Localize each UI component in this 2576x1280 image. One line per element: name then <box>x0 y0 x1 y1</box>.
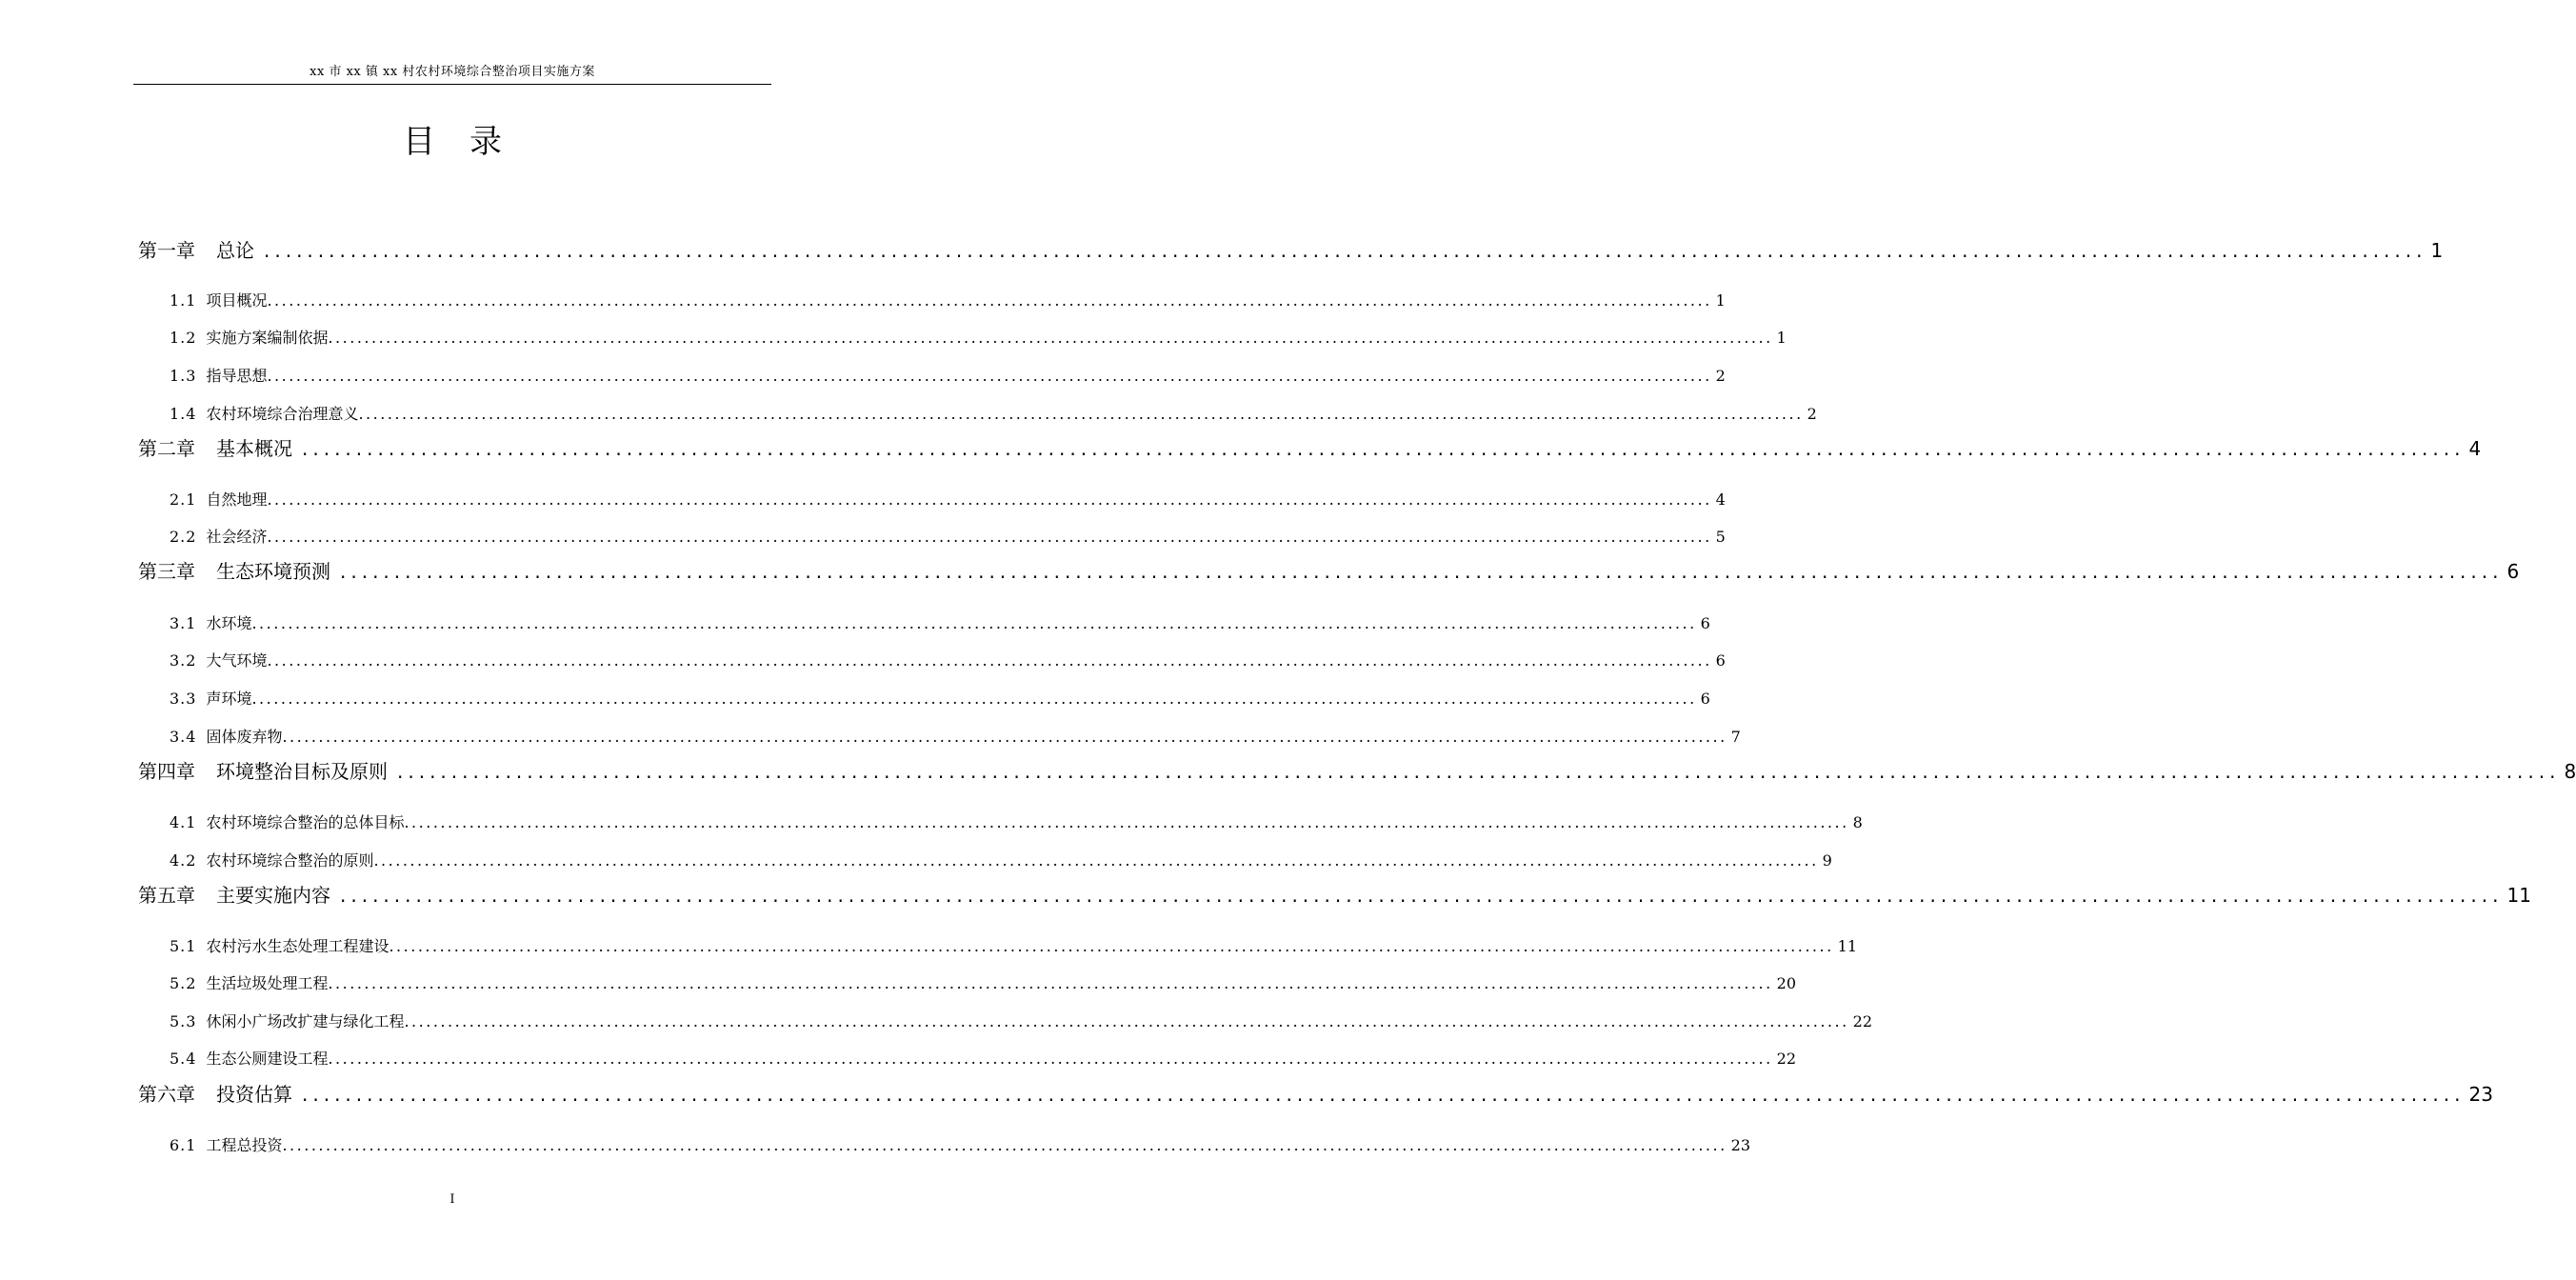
toc-section-entry[interactable] <box>170 490 1726 510</box>
toc-entry-title: 水环境 <box>206 614 252 632</box>
toc-entry-number: 1.2 <box>170 329 197 347</box>
toc-leader-dots: ........................................................................................................................................................................................................ <box>340 884 2504 907</box>
toc-section-entry[interactable] <box>170 366 1726 387</box>
toc-entry-title: 环境整治目标及原则 <box>216 760 388 783</box>
toc-entry-number: 3.3 <box>170 690 197 708</box>
toc-entry-title: 生活垃圾处理工程 <box>206 974 329 992</box>
toc-leader-dots: ........................................................................................................................................................................................................ <box>302 1083 2466 1106</box>
toc-chapter-entry[interactable] <box>138 883 2531 908</box>
toc-entry-title: 总论 <box>216 239 254 262</box>
toc-entry-title: 主要实施内容 <box>216 884 330 907</box>
toc-entry-number: 3.4 <box>170 728 197 746</box>
toc-leader-dots: ........................................................................................................................................................................................................ <box>267 291 1712 310</box>
toc-chapter-entry[interactable] <box>138 759 2576 784</box>
toc-entry-page: 4 <box>2468 437 2482 460</box>
toc-leader-dots: ........................................................................................................................................................................................................ <box>302 437 2466 460</box>
toc-leader-dots: ........................................................................................................................................................................................................ <box>404 1012 1849 1030</box>
toc-leader-dots: ........................................................................................................................................................................................................ <box>267 490 1712 509</box>
toc-chapter-entry[interactable] <box>138 436 2482 461</box>
toc-section-entry[interactable] <box>170 527 1726 548</box>
toc-entry-number: 4.1 <box>170 813 197 831</box>
toc-entry-title: 项目概况 <box>206 291 268 310</box>
toc-entry-page: 2 <box>1715 367 1726 385</box>
toc-leader-dots: ........................................................................................................................................................................................................ <box>373 851 1819 870</box>
toc-entry-number: 第一章 <box>138 239 195 262</box>
toc-entry-number: 5.1 <box>170 937 197 955</box>
toc-section-entry[interactable] <box>170 650 1726 671</box>
toc-entry-page: 1 <box>1715 291 1726 310</box>
toc-entry-number: 4.2 <box>170 851 197 870</box>
toc-section-entry[interactable] <box>170 1135 1751 1156</box>
toc-section-entry[interactable] <box>170 613 1710 634</box>
toc-entry-title: 休闲小广场改扩建与绿化工程 <box>206 1012 405 1030</box>
toc-section-entry[interactable] <box>170 936 1858 957</box>
toc-entry-page: 9 <box>1822 851 1832 870</box>
toc-entry-title: 农村环境综合整治的总体目标 <box>206 813 405 831</box>
toc-entry-number: 1.3 <box>170 367 197 385</box>
toc-leader-dots: ........................................................................................................................................................................................................ <box>267 651 1712 670</box>
toc-leader-dots: ........................................................................................................................................................................................................ <box>267 367 1712 385</box>
toc-entry-page: 23 <box>2468 1083 2493 1106</box>
toc-entry-title: 农村环境综合整治的原则 <box>206 851 374 870</box>
toc-leader-dots: ........................................................................................................................................................................................................ <box>340 560 2504 583</box>
toc-entry-number: 1.1 <box>170 291 197 310</box>
toc-section-entry[interactable] <box>170 1049 1797 1070</box>
toc-entry-number: 第六章 <box>138 1083 195 1106</box>
toc-chapter-entry[interactable] <box>138 1082 2493 1107</box>
toc-section-entry[interactable] <box>170 689 1710 710</box>
toc-entry-page: 5 <box>1715 528 1726 546</box>
toc-leader-dots: ........................................................................................................................................................................................................ <box>264 239 2427 262</box>
toc-entry-number: 第五章 <box>138 884 195 907</box>
toc-entry-page: 8 <box>1852 813 1863 831</box>
toc-section-entry[interactable] <box>170 404 1817 425</box>
toc-entry-number: 1.4 <box>170 405 197 423</box>
toc-section-entry[interactable] <box>170 727 1741 748</box>
toc-leader-dots: ........................................................................................................................................................................................................ <box>267 528 1712 546</box>
toc-chapter-entry[interactable] <box>138 559 2520 584</box>
toc-entry-title: 声环境 <box>206 690 252 708</box>
toc-entry-number: 第三章 <box>138 560 195 583</box>
toc-entry-title: 基本概况 <box>216 437 292 460</box>
toc-entry-page: 22 <box>1852 1012 1873 1030</box>
toc-section-entry[interactable] <box>170 1011 1873 1032</box>
toc-entry-number: 2.1 <box>170 490 197 509</box>
toc-entry-page: 6 <box>1700 690 1710 708</box>
toc-entry-title: 实施方案编制依据 <box>206 329 329 347</box>
page-number: I <box>449 1192 455 1207</box>
toc-entry-page: 8 <box>2564 760 2576 783</box>
toc-entry-page: 7 <box>1730 728 1741 746</box>
toc-section-entry[interactable] <box>170 973 1797 994</box>
toc-entry-page: 23 <box>1730 1136 1751 1154</box>
page-title: 目录 <box>403 123 536 161</box>
toc-entry-title: 指导思想 <box>206 367 268 385</box>
toc-entry-title: 自然地理 <box>206 490 268 509</box>
toc-leader-dots: ........................................................................................................................................................................................................ <box>328 1050 1773 1068</box>
toc-entry-page: 2 <box>1807 405 1817 423</box>
toc-section-entry[interactable] <box>170 290 1726 311</box>
toc-entry-title: 工程总投资 <box>206 1136 283 1154</box>
toc-entry-number: 5.3 <box>170 1012 197 1030</box>
toc-entry-page: 22 <box>1776 1050 1797 1068</box>
toc-section-entry[interactable] <box>170 328 1787 349</box>
toc-entry-page: 20 <box>1776 974 1797 992</box>
toc-section-entry[interactable] <box>170 850 1832 871</box>
toc-entry-title: 固体废弃物 <box>206 728 283 746</box>
toc-entry-number: 5.2 <box>170 974 197 992</box>
toc-entry-page: 11 <box>2506 884 2531 907</box>
toc-entry-page: 1 <box>2430 239 2444 262</box>
toc-entry-page: 4 <box>1715 490 1726 509</box>
toc-leader-dots: ........................................................................................................................................................................................................ <box>282 728 1727 746</box>
toc-entry-title: 社会经济 <box>206 528 268 546</box>
toc-entry-number: 3.1 <box>170 614 197 632</box>
toc-entry-number: 3.2 <box>170 651 197 670</box>
toc-entry-number: 第四章 <box>138 760 195 783</box>
running-header: xx 市 xx 镇 xx 村农村环境综合整治项目实施方案 <box>310 65 595 79</box>
toc-entry-number: 第二章 <box>138 437 195 460</box>
toc-leader-dots: ........................................................................................................................................................................................................ <box>328 974 1773 992</box>
toc-entry-title: 农村污水生态处理工程建设 <box>206 937 389 955</box>
toc-entry-page: 1 <box>1776 329 1787 347</box>
toc-entry-title: 生态公厕建设工程 <box>206 1050 329 1068</box>
toc-section-entry[interactable] <box>170 812 1863 833</box>
toc-entry-page: 6 <box>1700 614 1710 632</box>
toc-leader-dots: ........................................................................................................................................................................................................ <box>404 813 1849 831</box>
toc-entry-number: 2.2 <box>170 528 197 546</box>
toc-leader-dots: ........................................................................................................................................................................................................ <box>251 690 1697 708</box>
toc-entry-page: 6 <box>2506 560 2520 583</box>
toc-leader-dots: ........................................................................................................................................................................................................ <box>397 760 2561 783</box>
toc-entry-title: 投资估算 <box>216 1083 292 1106</box>
toc-entry-title: 农村环境综合治理意义 <box>206 405 359 423</box>
toc-entry-number: 6.1 <box>170 1136 197 1154</box>
toc-leader-dots: ........................................................................................................................................................................................................ <box>251 614 1697 632</box>
toc-chapter-entry[interactable] <box>138 238 2444 263</box>
toc-entry-page: 11 <box>1837 937 1858 955</box>
toc-leader-dots: ........................................................................................................................................................................................................ <box>358 405 1804 423</box>
toc-leader-dots: ........................................................................................................................................................................................................ <box>282 1136 1727 1154</box>
toc-entry-page: 6 <box>1715 651 1726 670</box>
toc-entry-title: 生态环境预测 <box>216 560 330 583</box>
toc-leader-dots: ........................................................................................................................................................................................................ <box>389 937 1834 955</box>
toc-entry-number: 5.4 <box>170 1050 197 1068</box>
toc-entry-title: 大气环境 <box>206 651 268 670</box>
toc-leader-dots: ........................................................................................................................................................................................................ <box>328 329 1773 347</box>
